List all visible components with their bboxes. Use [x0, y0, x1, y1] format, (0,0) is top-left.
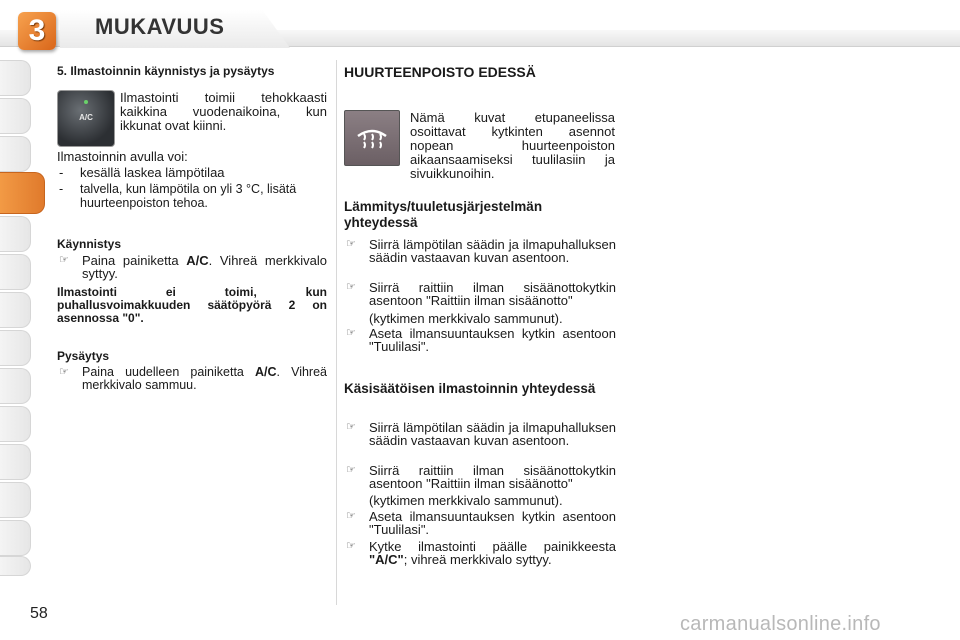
page-title: MUKAVUUS	[95, 14, 225, 39]
intro-text: Nämä kuvat etupaneelissa osoittavat kytkinten asennot nopean huurteenpoiston aikaansaamiseksi tuulilasiin ja sivuikkunoihin.	[410, 110, 615, 181]
chapter-tab[interactable]	[0, 406, 31, 442]
intro-text: Ilmastointi toimii tehokkaasti kaikkina vuodenaikoina, kun ikkunat ovat kiinni.	[120, 90, 327, 133]
list-item: ☞ Siirrä raittiin ilman sisäänottokytkin asentoon "Raittiin ilman sisäänotto"	[346, 463, 616, 491]
chapter-tab[interactable]	[0, 444, 31, 480]
pointing-hand-icon: ☞	[346, 281, 356, 293]
chapter-tab[interactable]	[0, 368, 31, 404]
section-heading: 5. Ilmastoinnin käynnistys ja pysäytys	[57, 64, 275, 78]
chapter-tab[interactable]	[0, 60, 31, 96]
indicator-led-icon	[84, 100, 88, 104]
pointing-hand-icon: ☞	[346, 540, 356, 552]
note-text: (kytkimen merkkivalo sammunut).	[369, 311, 563, 326]
pointing-hand-icon: ☞	[59, 366, 69, 378]
column-divider	[336, 60, 337, 605]
ac-button-icon	[57, 90, 115, 147]
header-bar	[0, 0, 960, 50]
ac-icon-label: A/C	[79, 113, 93, 122]
subsection-title: Lämmitys/tuuletusjärjestelmän yhteydessä	[344, 199, 543, 230]
list-item: ☞ Paina painiketta A/C. Vihreä merkkivalo syttyy.	[59, 253, 327, 281]
list-item: ☞ Aseta ilmansuuntauksen kytkin asentoon "Tuulilasi".	[346, 509, 616, 537]
watermark: carmanualsonline.info	[680, 613, 881, 635]
chapter-tab[interactable]	[0, 254, 31, 290]
list-item: ☞ Siirrä lämpötilan säädin ja ilmapuhalluksen säädin vastaavan kuvan asentoon.	[346, 420, 616, 448]
start-title: Käynnistys	[57, 237, 122, 251]
windshield-defrost-icon	[344, 110, 400, 166]
pointing-hand-icon: ☞	[346, 510, 356, 522]
page-number: 58	[30, 605, 48, 622]
warning-text: Ilmastointi ei toimi, kun puhallusvoimakkuuden säätöpyörä 2 on asennossa "0".	[57, 285, 327, 325]
chapter-tab[interactable]	[0, 520, 31, 556]
list-item: - talvella, kun lämpötila on yli 3 °C, lisätä huurteenpoiston tehoa.	[59, 182, 297, 210]
chapter-tab[interactable]	[0, 482, 31, 518]
pointing-hand-icon: ☞	[346, 464, 356, 476]
chapter-badge: 3	[18, 12, 56, 50]
chapter-tab-active[interactable]	[0, 172, 45, 214]
chapter-tab[interactable]	[0, 216, 31, 252]
pointing-hand-icon: ☞	[346, 327, 356, 339]
chapter-tab-strip	[0, 60, 32, 580]
pointing-hand-icon: ☞	[346, 238, 356, 250]
chapter-tab[interactable]	[0, 292, 31, 328]
list-item: ☞ Paina uudelleen painiketta A/C. Vihreä merkkivalo sammuu.	[59, 365, 327, 392]
usage-title: Ilmastoinnin avulla voi:	[57, 149, 188, 164]
section-heading: HUURTEENPOISTO EDESSÄ	[344, 64, 536, 80]
list-item: ☞ Kytke ilmastointi päälle painikkeesta "A/C"; vihreä merkkivalo syttyy.	[346, 539, 616, 567]
list-item: ☞ Aseta ilmansuuntauksen kytkin asentoon "Tuulilasi".	[346, 326, 616, 354]
windshield-defrost-icon-graphic	[355, 124, 389, 152]
chapter-tab[interactable]	[0, 98, 31, 134]
stop-title: Pysäytys	[57, 349, 110, 363]
list-item: - kesällä laskea lämpötilaa	[59, 165, 225, 180]
pointing-hand-icon: ☞	[59, 254, 69, 266]
list-item: ☞ Siirrä lämpötilan säädin ja ilmapuhalluksen säädin vastaavan kuvan asentoon.	[346, 237, 616, 265]
list-item: ☞ Siirrä raittiin ilman sisäänottokytkin asentoon "Raittiin ilman sisäänotto"	[346, 280, 616, 308]
subsection-title: Käsisäätöisen ilmastoinnin yhteydessä	[344, 381, 596, 396]
chapter-tab[interactable]	[0, 136, 31, 172]
chapter-tab[interactable]	[0, 556, 31, 576]
note-text: (kytkimen merkkivalo sammunut).	[369, 493, 563, 508]
chapter-tab[interactable]	[0, 330, 31, 366]
pointing-hand-icon: ☞	[346, 421, 356, 433]
